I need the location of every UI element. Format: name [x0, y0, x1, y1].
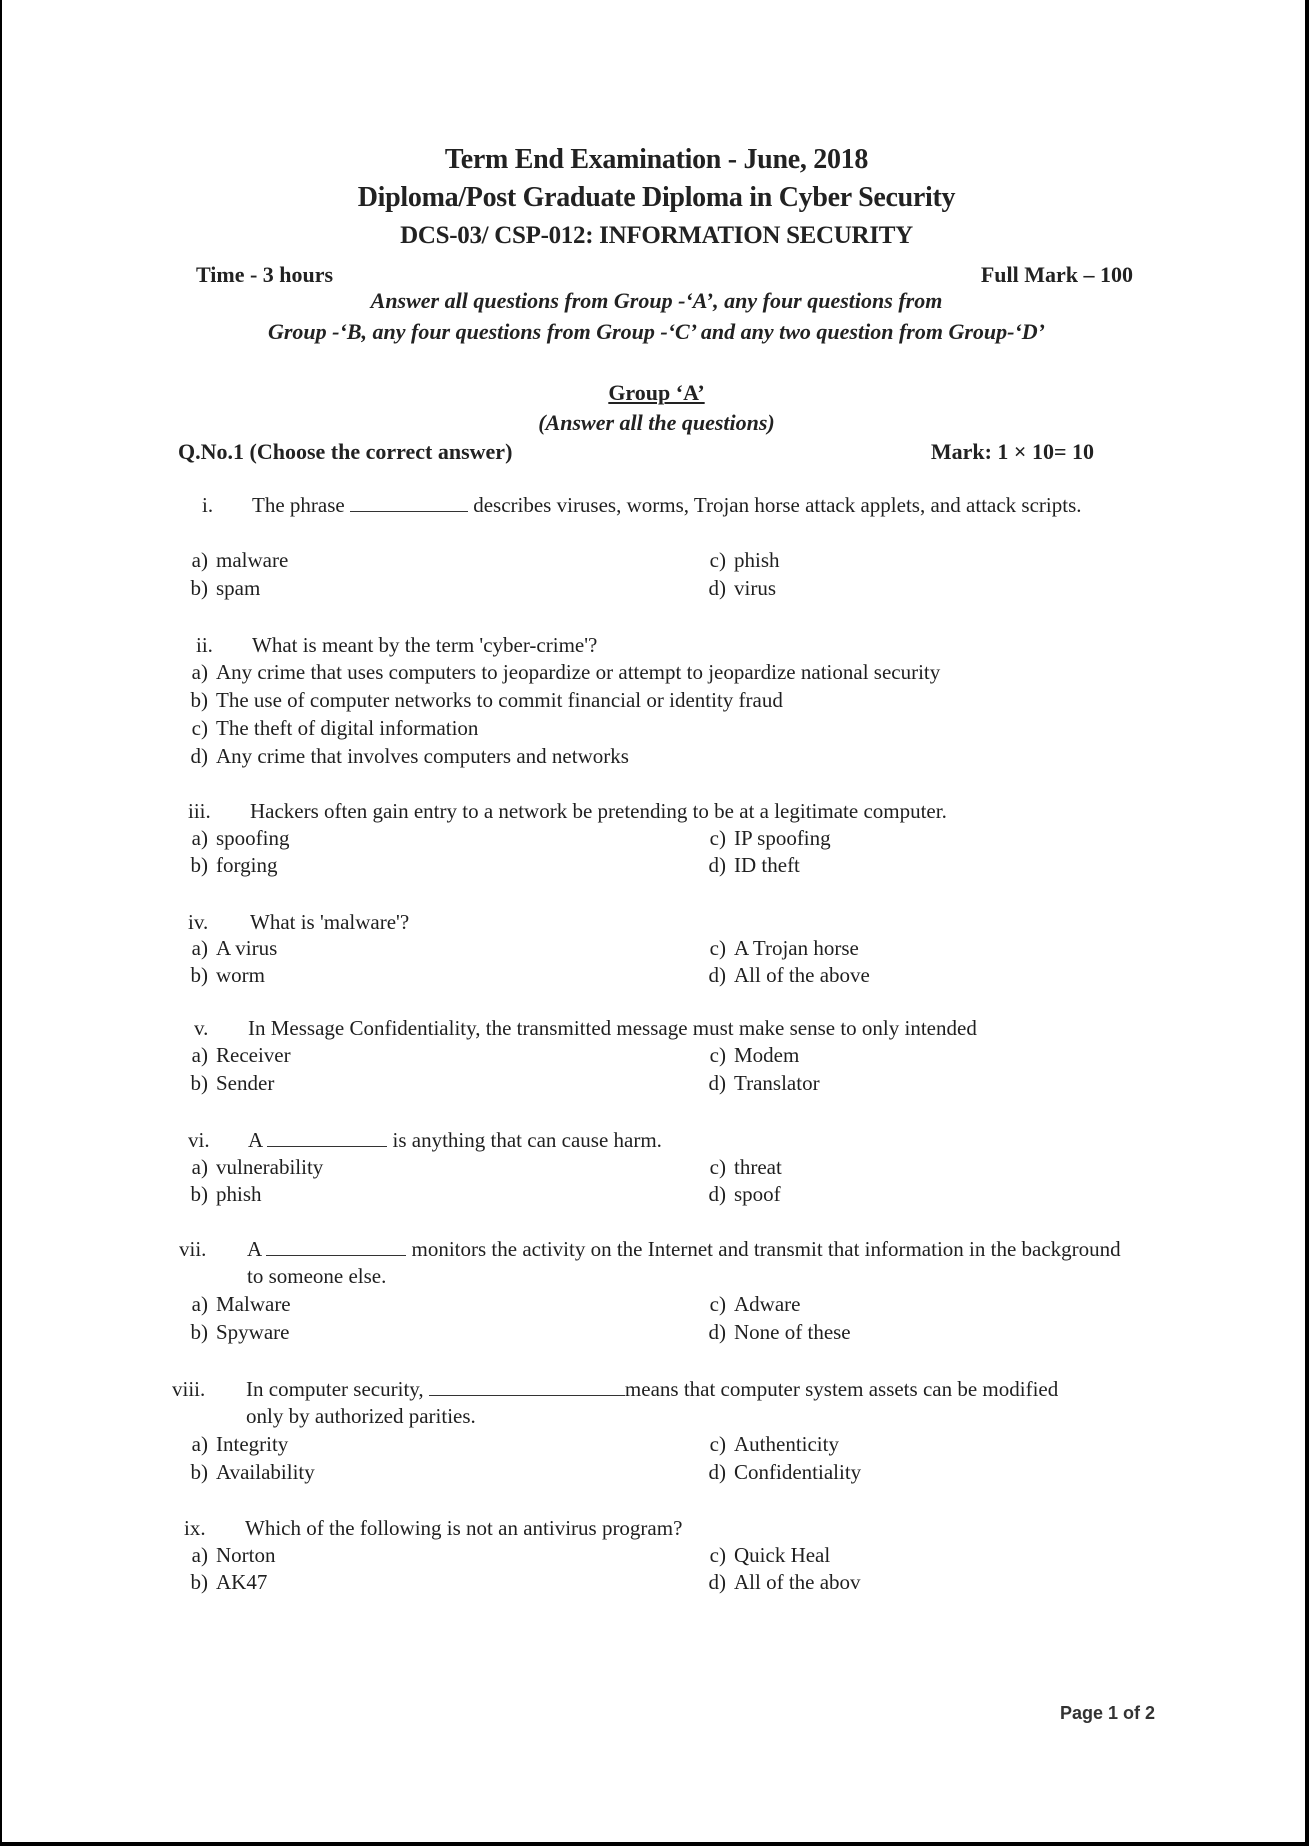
option-a: a) spoofing [191, 826, 290, 850]
option-d: d) Any crime that involves computers and networks [190, 744, 629, 768]
option-c: c) IP spoofing [709, 826, 831, 850]
question-number: vii. [179, 1237, 207, 1261]
question-number: viii. [172, 1377, 206, 1401]
option-a: a) Any crime that uses computers to jeopardize or attempt to jeopardize national security [191, 660, 941, 684]
option-c: c) threat [709, 1155, 782, 1179]
group-subtitle: (Answer all the questions) [538, 410, 775, 435]
instruction-line-1: Answer all questions from Group -‘A’, any four questions from [370, 288, 943, 313]
option-d: d) Translator [708, 1071, 820, 1095]
question-number: v. [194, 1016, 209, 1040]
question-number: iv. [188, 910, 209, 934]
question-text: What is 'malware'? [250, 910, 410, 934]
option-b: b) The use of computer networks to commit financial or identity fraud [190, 688, 783, 712]
question-number: ix. [184, 1516, 206, 1540]
question-number: ii. [196, 633, 213, 657]
answer-blank [266, 1237, 406, 1256]
option-c: c) Modem [709, 1043, 800, 1067]
option-d: d) virus [708, 576, 776, 600]
question-text: A is anything that can cause harm. [248, 1128, 662, 1152]
question-heading: Q.No.1 (Choose the correct answer) [178, 439, 513, 464]
option-a: a) Receiver [191, 1043, 291, 1067]
page-number: Page 1 of 2 [1059, 1703, 1155, 1723]
option-c: c) A Trojan horse [709, 936, 859, 960]
time-label: Time - 3 hours [196, 262, 334, 287]
question-text: A monitors the activity on the Internet and transmit that information in the background to someone else. [247, 1237, 1121, 1288]
answer-blank [429, 1377, 625, 1396]
option-c: c) Authenticity [709, 1432, 839, 1456]
option-c: c) Quick Heal [709, 1543, 831, 1567]
program-title: Diploma/Post Graduate Diploma in Cyber Security [357, 182, 956, 213]
answer-blank [267, 1128, 387, 1147]
question-text: The phrase describes viruses, worms, Trojan horse attack applets, and attack scripts. [252, 493, 1082, 517]
option-d: d) None of these [708, 1320, 851, 1344]
option-a: a) A virus [191, 936, 278, 960]
option-a: a) vulnerability [191, 1155, 324, 1179]
mark-label: Mark: 1 × 10= 10 [930, 439, 1094, 464]
option-b: b) forging [190, 853, 278, 877]
option-d: d) spoof [708, 1182, 781, 1206]
exam-page [2, 0, 1305, 1842]
group-title: Group ‘A’ [608, 380, 705, 405]
option-d: d) All of the abov [708, 1570, 861, 1594]
option-a: a) Malware [191, 1292, 291, 1316]
option-d: d) ID theft [708, 853, 800, 877]
option-b: b) spam [190, 576, 261, 600]
question-number: vi. [188, 1128, 210, 1152]
course-title: DCS-03/ CSP-012: INFORMATION SECURITY [400, 222, 913, 249]
question-text: Hackers often gain entry to a network be pretending to be at a legitimate computer. [250, 799, 947, 823]
option-d: d) Confidentiality [708, 1460, 862, 1484]
option-b: b) phish [190, 1182, 262, 1206]
option-b: b) Spyware [190, 1320, 290, 1344]
option-a: a) malware [191, 548, 289, 572]
full-mark-label: Full Mark – 100 [980, 262, 1133, 287]
question-number: iii. [188, 799, 211, 823]
option-a: a) Integrity [191, 1432, 289, 1456]
instruction-line-2: Group -‘B, any four questions from Group -‘C’ and any two question from Group-‘D’ [267, 319, 1045, 344]
option-c: c) The theft of digital information [191, 716, 479, 740]
question-text: What is meant by the term 'cyber-crime'? [252, 633, 598, 657]
question-text: In Message Confidentiality, the transmitted message must make sense to only intended [248, 1016, 977, 1040]
answer-blank [350, 493, 468, 512]
option-a: a) Norton [191, 1543, 276, 1567]
question-text: In computer security, means that computer system assets can be modified only by authorized parities. [246, 1377, 1059, 1428]
option-d: d) All of the above [708, 963, 870, 987]
option-b: b) Sender [190, 1071, 275, 1095]
question-number: i. [202, 493, 214, 517]
option-b: b) Availability [190, 1460, 315, 1484]
option-c: c) Adware [709, 1292, 801, 1316]
exam-title: Term End Examination - June, 2018 [444, 144, 869, 175]
option-c: c) phish [709, 548, 780, 572]
question-text: Which of the following is not an antivirus program? [245, 1516, 683, 1540]
option-b: b) worm [190, 963, 265, 987]
option-b: b) AK47 [190, 1570, 268, 1594]
